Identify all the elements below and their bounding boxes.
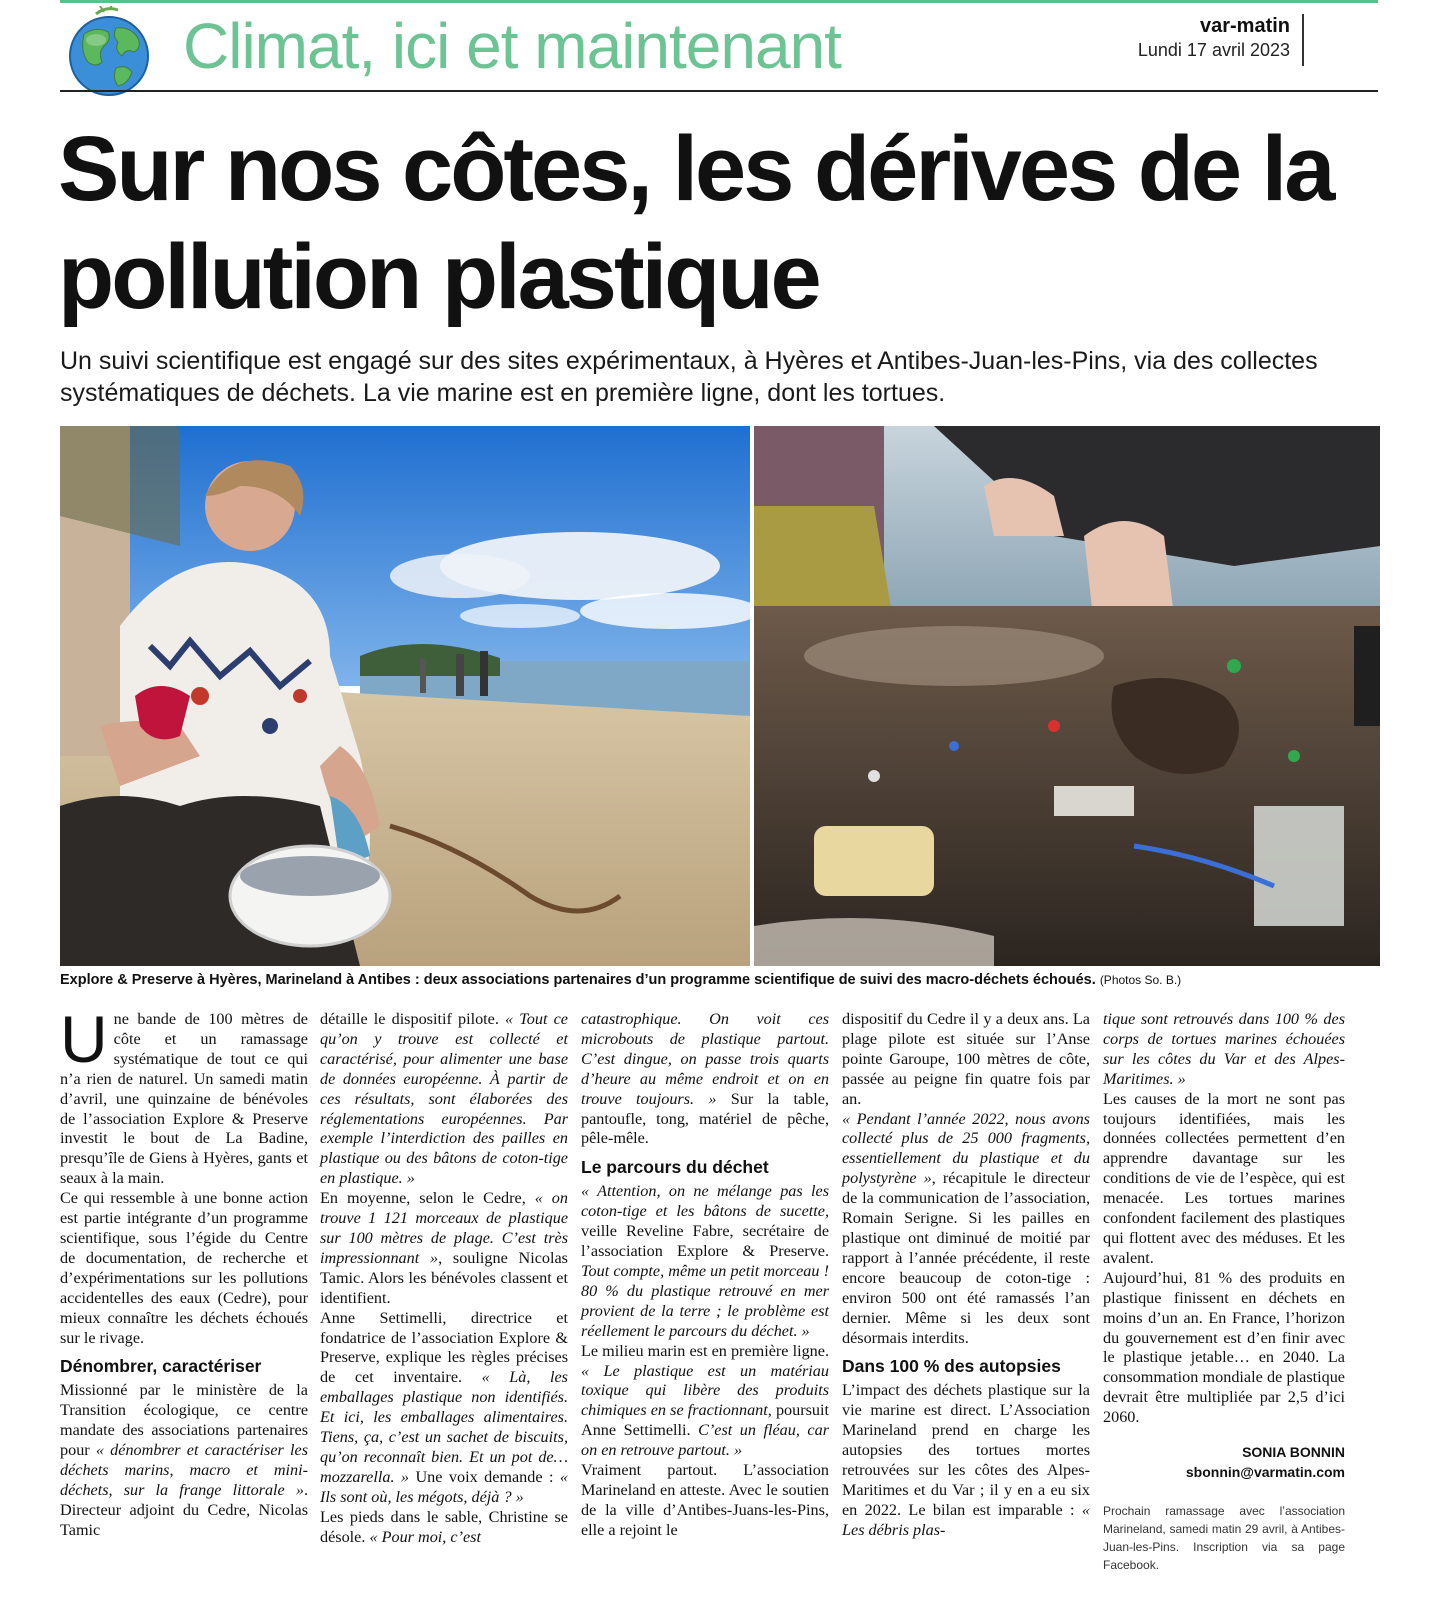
photo-beach-volunteer <box>60 426 750 966</box>
author-email[interactable]: sbonnin@varmatin.com <box>1185 1464 1345 1481</box>
event-note: Prochain ramassage avec l’association Marineland, samedi matin 29 avril, à Antibes-Juan-les-Pins. Inscription via sa page Facebook. <box>1103 1504 1345 1573</box>
paragraph: Aujourd’hui, 81 % des produits en plastique finissent en déchets en moins d’un an. En France, l’horizon du gouvernement est d’en finir avec le plastique jetable… en 2040. La consommation mondiale de plastique devrait être multipliée par 2,5 d’ici 2060. <box>1103 1268 1345 1427</box>
paragraph: Ce qui ressemble à une bonne action est partie intégrante d’un programme scientifique, sous l’égide du Centre de documentation, de recherche et d’expérimentations sur les pollutions accidentelles des eaux (Cedre), pour mieux connaître les déchets échoués sur le rivage. <box>60 1189 308 1347</box>
author-signature <box>1103 1442 1345 1482</box>
paragraph: catastrophique. On voit ces microbouts de plastique partout. C’est dingue, on passe trois quarts d’heure au même endroit et on en trouve toujours. » Sur la table, pantoufle, tong, matériel de pêche, pêle-mêle. <box>581 1010 829 1148</box>
header-rule <box>60 90 1378 92</box>
paragraph: Missionné par le ministère de la Transition écologique, ce centre mandate des associations partenaires pour « dénombrer et caractériser les déchets marins, macro et mini-déchets, sur la frange littorale ». Directeur adjoint du Cedre, Nicolas Tamic <box>60 1381 308 1539</box>
brand-block <box>1138 14 1290 62</box>
subheading: Dénombrer, caractériser <box>60 1356 262 1377</box>
author-name: SONIA BONNIN <box>1242 1444 1345 1461</box>
headline: Sur nos côtes, les dérives de la pollution plastique <box>58 118 1333 328</box>
caption-text: Explore & Preserve à Hyères, Marineland à Antibes : deux associations partenaires d’un programme scientifique de suivi des macro-déchets échoués. <box>60 972 1096 988</box>
column-4 <box>842 1010 1090 1541</box>
paragraph: Les pieds dans le sable, Christine se désole. « Pour moi, c’est <box>320 1507 568 1546</box>
subheading: Dans 100 % des autopsies <box>842 1356 1061 1377</box>
paragraph: Le milieu marin est en première ligne. « Le plastique est un matériau toxique qui libère des produits chimiques en se fractionnant, poursuit Anne Settimelli. C’est un fléau, car on en retrouve partout. » <box>581 1341 830 1460</box>
standfirst: Un suivi scientifique est engagé sur des sites expérimentaux, à Hyères et Antibes-Juan-les-Pins, via des collectes systématiques de déchets. La vie marine est en première ligne, dont les tortues. <box>60 347 1318 407</box>
publication-date: Lundi 17 avril 2023 <box>1137 40 1290 60</box>
paragraph: Une bande de 100 mètres de côte et un ramassage systématique de tout ce qui n’a rien de naturel. Un samedi matin d’avril, une quinzaine de bénévoles de l’association Explore & Preserve investit le bout de La Badine, presqu’île de Giens à Hyères, gants et seaux à la main. <box>60 1002 308 1188</box>
paragraph: « Pendant l’année 2022, nous avons collecté plus de 25 000 fragments, essentiellement du plastique et du polystyrène », récapitule le directeur de la communication de l’association, Romain Serigne. Si les pailles en plastique ont diminué de moitié par rapport à l’année précédente, il reste encore beaucoup de coton-tige : environ 500 ont été ramassés l’an dernier. Même si les deux sont désormais interdits. <box>842 1109 1090 1347</box>
paragraph: L’impact des déchets plastique sur la vie marine est direct. L’Association Marineland prend en charge les autopsies des tortues mortes retrouvées sur les côtes des Alpes-Maritimes et du Var ; il y en a eu six en 2022. Le bilan est imparable : « Les débris plas- <box>842 1381 1090 1539</box>
paragraph: Anne Settimelli, directrice et fondatrice de l’association Explore & Preserve, explique les règles précises de cet inventaire. « Là, les emballages plastique non identifiés. Et ici, les emballages alimentaires. Tiens, ça, c’est un sachet de biscuits, qu’on reconnaît bien. Et un pot de… mozzarella. » Une voix demande : « Ils sont où, les mégots, déjà ? » <box>320 1308 568 1506</box>
paragraph: Vraiment partout. L’association Marineland en atteste. Avec le soutien de la ville d’Antibes-Juans-les-Pins, elle a rejoint le <box>581 1461 829 1539</box>
newspaper-name: var-matin <box>1199 15 1290 37</box>
paragraph: détaille le dispositif pilote. « Tout ce qu’on y trouve est collecté et caractérisé, pour alimenter une base de données européenne. À partir de ces résultats, sont élaborées des réglementations européennes. Par exemple l’interdiction des pailles en plastique ou des bâtons de coton-tige en plastique. » <box>320 1010 568 1188</box>
top-accent-line <box>60 0 1378 3</box>
beach-volunteer-image <box>60 426 750 966</box>
column-3 <box>581 1010 829 1541</box>
paragraph: En moyenne, selon le Cedre, « on trouve 1 121 morceaux de plastique sur 100 mètres de plage. C’est très impressionnant », souligne Nicolas Tamic. Alors les bénévoles classent et identifient. <box>320 1189 568 1307</box>
drop-cap: U <box>60 1002 108 1076</box>
brand-separator <box>1302 14 1304 66</box>
paragraph: dispositif du Cedre il y a deux ans. La plage pilote est située sur l’Anse pointe Garoupe, 100 mètres de côte, passée au peigne fin quatre fois par an. <box>842 1010 1090 1108</box>
section-rubric: Climat, ici et maintenant <box>183 10 841 82</box>
article-body <box>60 1002 1380 1602</box>
paragraph: « Attention, on ne mélange pas les coton-tige et les bâtons de sucette, veille Reveline Fabre, secrétaire de l’association Explore & Preserve. Tout compte, même un petit morceau ! 80 % du plastique retrouvé en mer provient de la terre ; le problème est réellement le parcours du déchet. » <box>581 1182 829 1340</box>
column-5 <box>1103 1010 1345 1574</box>
plastic-debris-image <box>754 426 1380 966</box>
paragraph: tique sont retrouvés dans 100 % des corps de tortues marines échouées sur les côtes du Var et des Alpes-Maritimes. » <box>1103 1010 1345 1088</box>
paragraph: Les causes de la mort ne sont pas toujours identifiées, mais les données collectées permettent d’en apprendre davantage sur les conditions de vie de l’espèce, qui est menacée. Les tortues marines confondent facilement des plastiques qui flottent avec des méduses. Et les avalent. <box>1103 1089 1345 1267</box>
subheading: Le parcours du déchet <box>581 1157 769 1178</box>
column-2 <box>320 1010 568 1547</box>
globe-icon <box>56 6 162 96</box>
column-1 <box>60 1002 308 1541</box>
photo-credit: (Photos So. B.) <box>1099 973 1182 987</box>
photo-plastic-debris <box>754 426 1380 966</box>
photo-caption <box>60 972 1380 988</box>
